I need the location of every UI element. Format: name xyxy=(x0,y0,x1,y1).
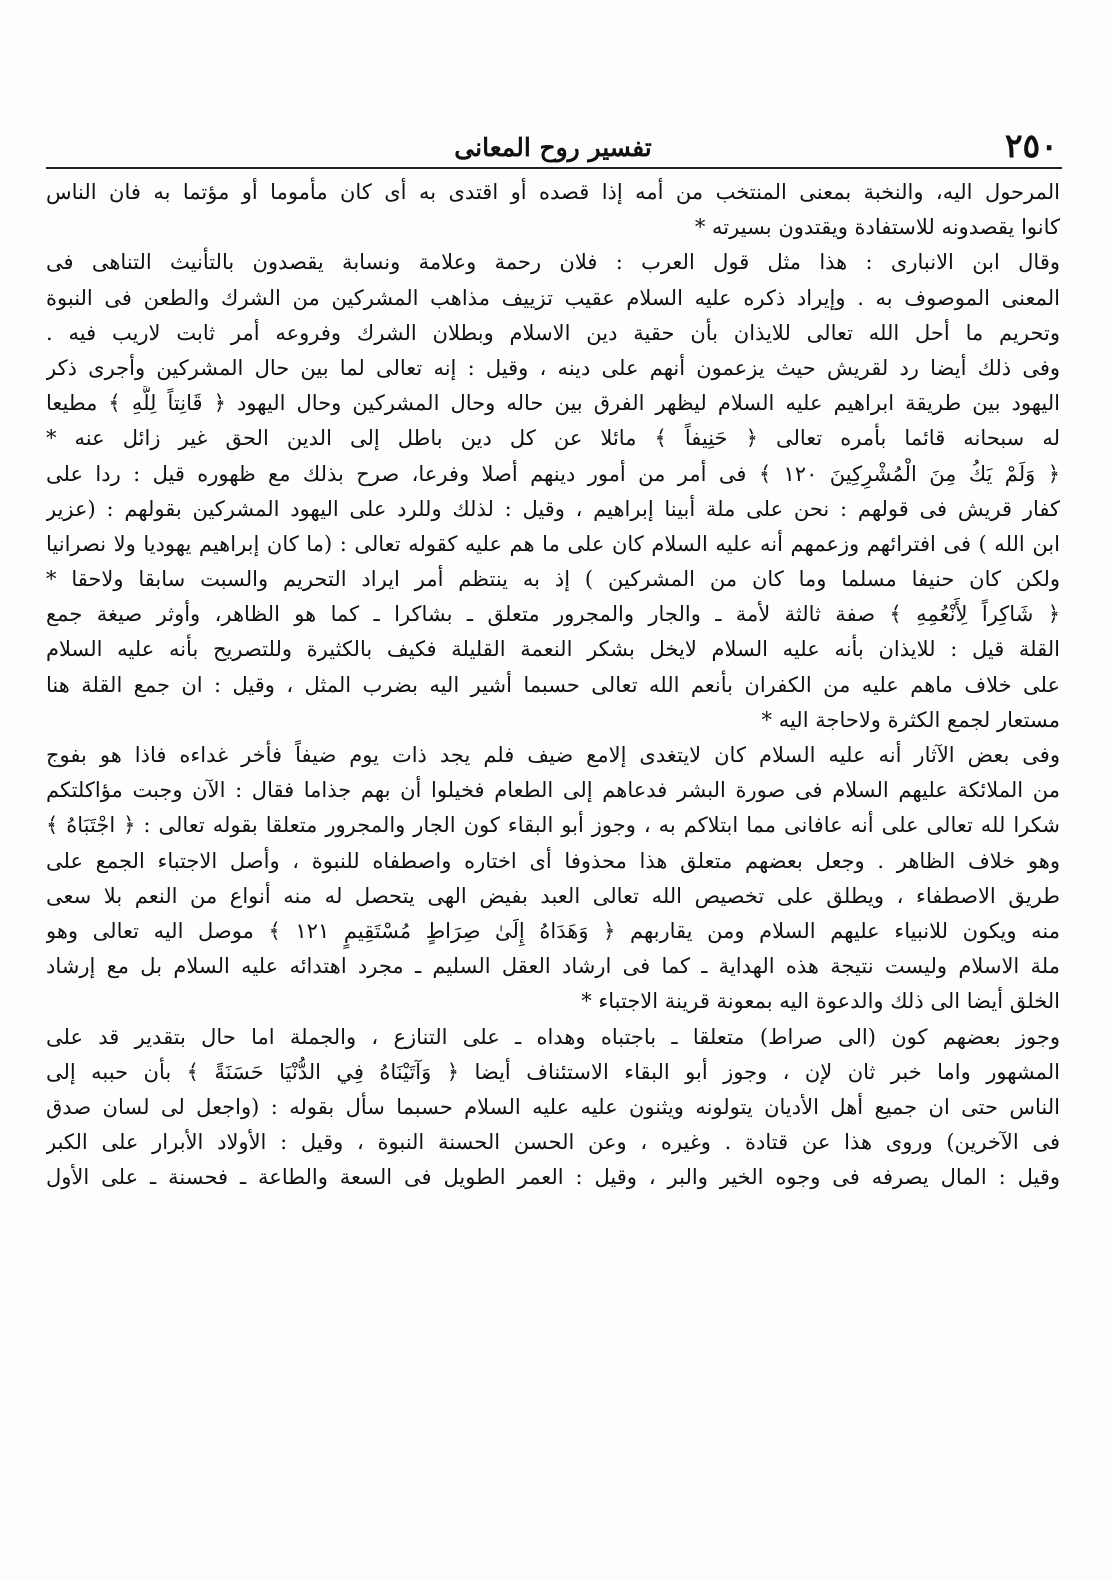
text-line: منه ويكون للانبياء عليهم السلام ومن يقاربهم ﴿ وَهَدَاهُ إِلَىٰ صِرَاطٍ مُسْتَقِيمٍ ١٢١ ﴾ موصل اليه تعالى وهو xyxy=(46,918,1060,943)
text-line: وقيل : المال يصرفه فى وجوه الخير والبر ، وقيل : العمر الطويل فى السعة والطاعة ـ فحسنة ـ على الأول xyxy=(46,1165,1060,1190)
text-line: وتحريم ما أحل الله تعالى للايذان بأن حقية دين الاسلام وبطلان الشرك وفروعه أمر ثابت لاريب فيه . xyxy=(46,320,1060,345)
text-line: القلة قيل : للايذان بأنه عليه السلام لايخل بشكر النعمة القليلة فكيف بالكثيرة وللتصريح بأنه عليه السلام xyxy=(46,637,1060,662)
text-line: كانوا يقصدونه للاستفادة ويقتدون بسيرته * xyxy=(694,215,1060,240)
running-title: تفسير روح المعانى xyxy=(454,133,652,162)
text-line: اليهود بين طريقة ابراهيم عليه السلام ليظهر الفرق بين حاله وحال المشركين وحال اليهود ﴿ قَانِتاً لِلَّهِ ﴾ مطيعا xyxy=(46,391,1060,416)
text-line: طريق الاصطفاء ، ويطلق على تخصيص الله تعالى العبد بفيض الهى يتحصل له منه أنواع من النعم بلا سعى xyxy=(46,883,1060,908)
text-line: الخلق أيضا الى ذلك والدعوة اليه بمعونة قرينة الاجتباء * xyxy=(581,989,1060,1014)
body-text xyxy=(46,175,1060,1195)
text-line: وفى ذلك أيضا رد لقريش حيث يزعمون أنهم على دينه ، وقيل : إنه تعالى لما بين حال المشركين وأجرى ذكر xyxy=(46,355,1060,380)
text-line: وقال ابن الانبارى : هذا مثل قول العرب : فلان رحمة وعلامة ونسابة يقصدون بالتأنيث التناهى فى xyxy=(46,250,1060,275)
text-line: فى الآخرين) وروى هذا عن قتادة . وغيره ، وعن الحسن الحسنة النبوة ، وقيل : الأولاد الأبرار على الكبر xyxy=(46,1130,1060,1155)
text-line: وهو خلاف الظاهر . وجعل بعضهم متعلق هذا محذوفا أى اختاره واصطفاه للنبوة ، وأصل الاجتباء الجمع على xyxy=(46,848,1060,873)
text-line: ملة الاسلام وليست نتيجة هذه الهداية ـ كما فى ارشاد العقل السليم ـ مجرد اهتدائه عليه السلام بل مع إرشاد xyxy=(46,954,1060,979)
text-line: كفار قريش فى قولهم : نحن على ملة أبينا إبراهيم ، وقيل : لذلك وللرد على اليهود المشركين بقولهم : (عزير xyxy=(46,496,1060,521)
text-line: الناس حتى ان جميع أهل الأديان يتولونه ويثنون عليه عليه السلام حسبما سأل بقوله : (واجعل لى لسان صدق xyxy=(46,1094,1060,1119)
text-line: ﴿ شَاكِراً لِأَنْعُمِهِ ﴾ صفة ثالثة لأمة ـ والجار والمجرور متعلق ـ بشاكرا ـ كما هو الظاهر، وأوثر صيغة جمع xyxy=(46,602,1060,627)
text-line: ﴿ وَلَمْ يَكُ مِنَ الْمُشْرِكِينَ ١٢٠ ﴾ فى أمر من أمور دينهم أصلا وفرعا، صرح بذلك مع ظهوره قيل : ردا على xyxy=(46,461,1060,486)
text-line: وفى بعض الآثار أنه عليه السلام كان لايتغدى إلامع ضيف فلم يجد ذات يوم ضيفاً فأخر غداءه فاذا هو بفوج xyxy=(46,743,1060,767)
page-header xyxy=(46,124,1060,172)
text-line: المرحول اليه، والنخبة بمعنى المنتخب من أمه إذا قصده أو اقتدى به أى كان مأموما أو مؤتما به فان الناس xyxy=(46,180,1060,204)
text-line: المعنى الموصوف به . وإيراد ذكره عليه السلام عقيب تزييف مذاهب المشركين من الشرك والطعن فى النبوة xyxy=(46,285,1060,310)
header-rule xyxy=(46,167,1062,169)
text-line: ابن الله ) فى افترائهم وزعمهم أنه عليه السلام كان على ما هم عليه كقوله تعالى : (ما كان إبراهيم يهوديا ولا نصرانيا xyxy=(46,531,1060,556)
text-line: من الملائكة عليهم السلام فى صورة البشر فدعاهم إلى الطعام فخيلوا أن بهم جذاما فقال : الآن وجبت مؤاكلتكم xyxy=(46,778,1060,803)
text-line: المشهور واما خبر ثان لإن ، وجوز أبو البقاء الاستئناف أيضا ﴿ وَآتَيْنَاهُ فِي الدُّنْيَا حَسَنَةً ﴾ بأن حببه إلى xyxy=(46,1059,1060,1084)
text-line: شكرا لله تعالى على أنه عافانى مما ابتلاكم به ، وجوز أبو البقاء كون الجار والمجرور متعلقا بقوله تعالى : ﴿ اجْتَبَاهُ ﴾ xyxy=(46,813,1060,838)
text-line: وجوز بعضهم كون (الى صراط) متعلقا ـ باجتباه وهداه ـ على التنازع ، والجملة اما حال بتقدير قد على xyxy=(46,1024,1060,1049)
text-line: مستعار لجمع الكثرة ولاحاجة اليه * xyxy=(761,707,1060,732)
text-line: له سبحانه قائما بأمره تعالى ﴿ حَنِيفاً ﴾ مائلا عن كل دين باطل إلى الدين الحق غير زائل عنه * xyxy=(46,426,1060,451)
text-line: على خلاف ماهم عليه من الكفران بأنعم الله تعالى حسبما أشير اليه بضرب المثل ، وقيل : ان جمع القلة هنا xyxy=(46,672,1060,697)
text-line: ولكن كان حنيفا مسلما وما كان من المشركين ) إذ به ينتظم أمر ايراد التحريم والسبت سابقا ولاحقا * xyxy=(46,567,1060,592)
page-number: ٢٥٠ xyxy=(1004,126,1058,165)
